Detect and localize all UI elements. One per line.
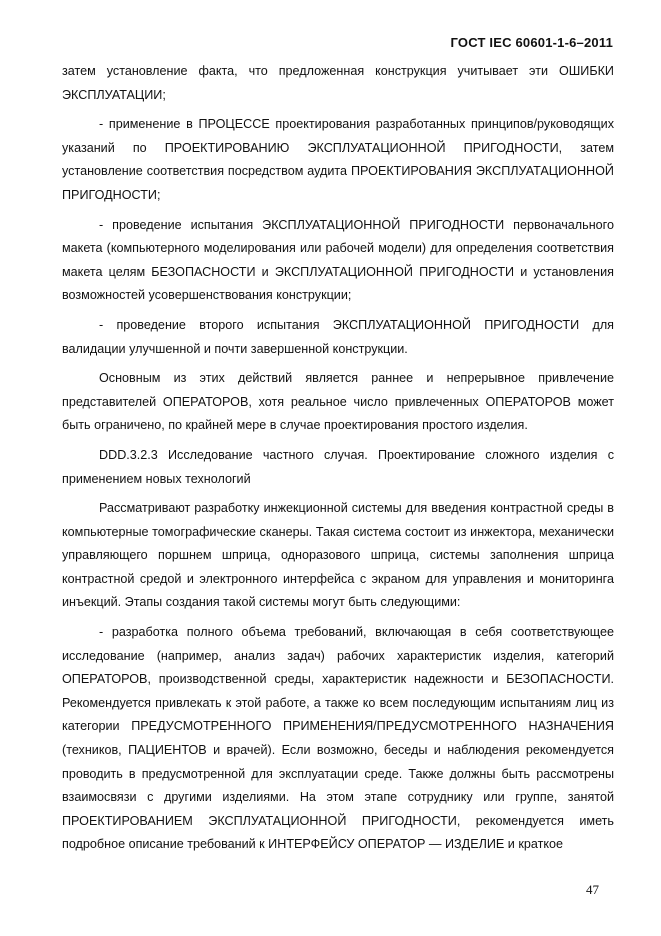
- paragraph: Рассматривают разработку инжекционной системы для введения контрастной среды в компьютерные томографические сканеры. Такая система состоит из инжектора, механически управляющего поршнем шприца, одноразового шприца, системы заполнения шприца контрастной средой и электронного интерфейса с экраном для управления и мониторинга инъекций. Этапы создания такой системы могут быть следующими:: [62, 501, 614, 610]
- list-item: - проведение испытания ЭКСПЛУАТАЦИОННОЙ ПРИГОДНОСТИ первоначального макета (компьютерного моделирования или рабочей модели) для определения соответствия макета целям БЕЗОПАСНОСТИ и ЭКСПЛУАТАЦИОННОЙ ПРИГОДНОСТИ и установления возможностей усовершенствования конструкции;: [62, 217, 614, 303]
- document-body: [62, 60, 614, 863]
- section-heading: DDD.3.2.3 Исследование частного случая. Проектирование сложного изделия с применением новых технологий: [62, 447, 614, 486]
- document-header: ГОСТ IEC 60601-1-6–2011: [450, 35, 613, 50]
- list-item: - разработка полного объема требований, включающая в себя соответствующее исследование (например, анализ задач) рабочих характеристик изделия, категорий ОПЕРАТОРОВ, производственной среды, характеристик надежности и БЕЗОПАСНОСТИ. Рекомендуется привлекать к этой работе, а также ко всем последующим испытаниям лиц из категории ПРЕДУСМОТРЕННОГО ПРИМЕНЕНИЯ/ПРЕДУСМОТРЕННОГО НАЗНАЧЕНИЯ (техников, ПАЦИЕНТОВ и врачей). Если возможно, беседы и наблюдения рекомендуется проводить в предусмотренной для эксплуатации среде. Также должны быть рассмотрены взаимосвязи с другими изделиями. На этом этапе сотруднику или группе, занятой ПРОЕКТИРОВАНИЕМ ЭКСПЛУАТАЦИОННОЙ ПРИГОДНОСТИ, рекомендуется иметь подробное описание требований к ИНТЕРФЕЙСУ ОПЕРАТОР — ИЗДЕЛИЕ и краткое: [62, 625, 614, 852]
- paragraph: Основным из этих действий является раннее и непрерывное привлечение представителей ОПЕРАТОРОВ, хотя реальное число привлеченных ОПЕРАТОРОВ может быть ограничено, по крайней мере в случае проектирования простого изделия.: [62, 371, 614, 433]
- page-number: 47: [586, 882, 599, 897]
- list-item: - проведение второго испытания ЭКСПЛУАТАЦИОННОЙ ПРИГОДНОСТИ для валидации улучшенной и почти завершенной конструкции.: [62, 317, 614, 356]
- list-item: - применение в ПРОЦЕССЕ проектирования разработанных принципов/руководящих указаний по ПРОЕКТИРОВАНИЮ ЭКСПЛУАТАЦИОННОЙ ПРИГОДНОСТИ, затем установление соответствия посредством аудита ПРОЕКТИРОВАНИЯ ЭКСПЛУАТАЦИОННОЙ ПРИГОДНОСТИ;: [62, 117, 614, 202]
- paragraph: затем установление факта, что предложенная конструкция учитывает эти ОШИБКИ ЭКСПЛУАТАЦИИ;: [62, 64, 614, 102]
